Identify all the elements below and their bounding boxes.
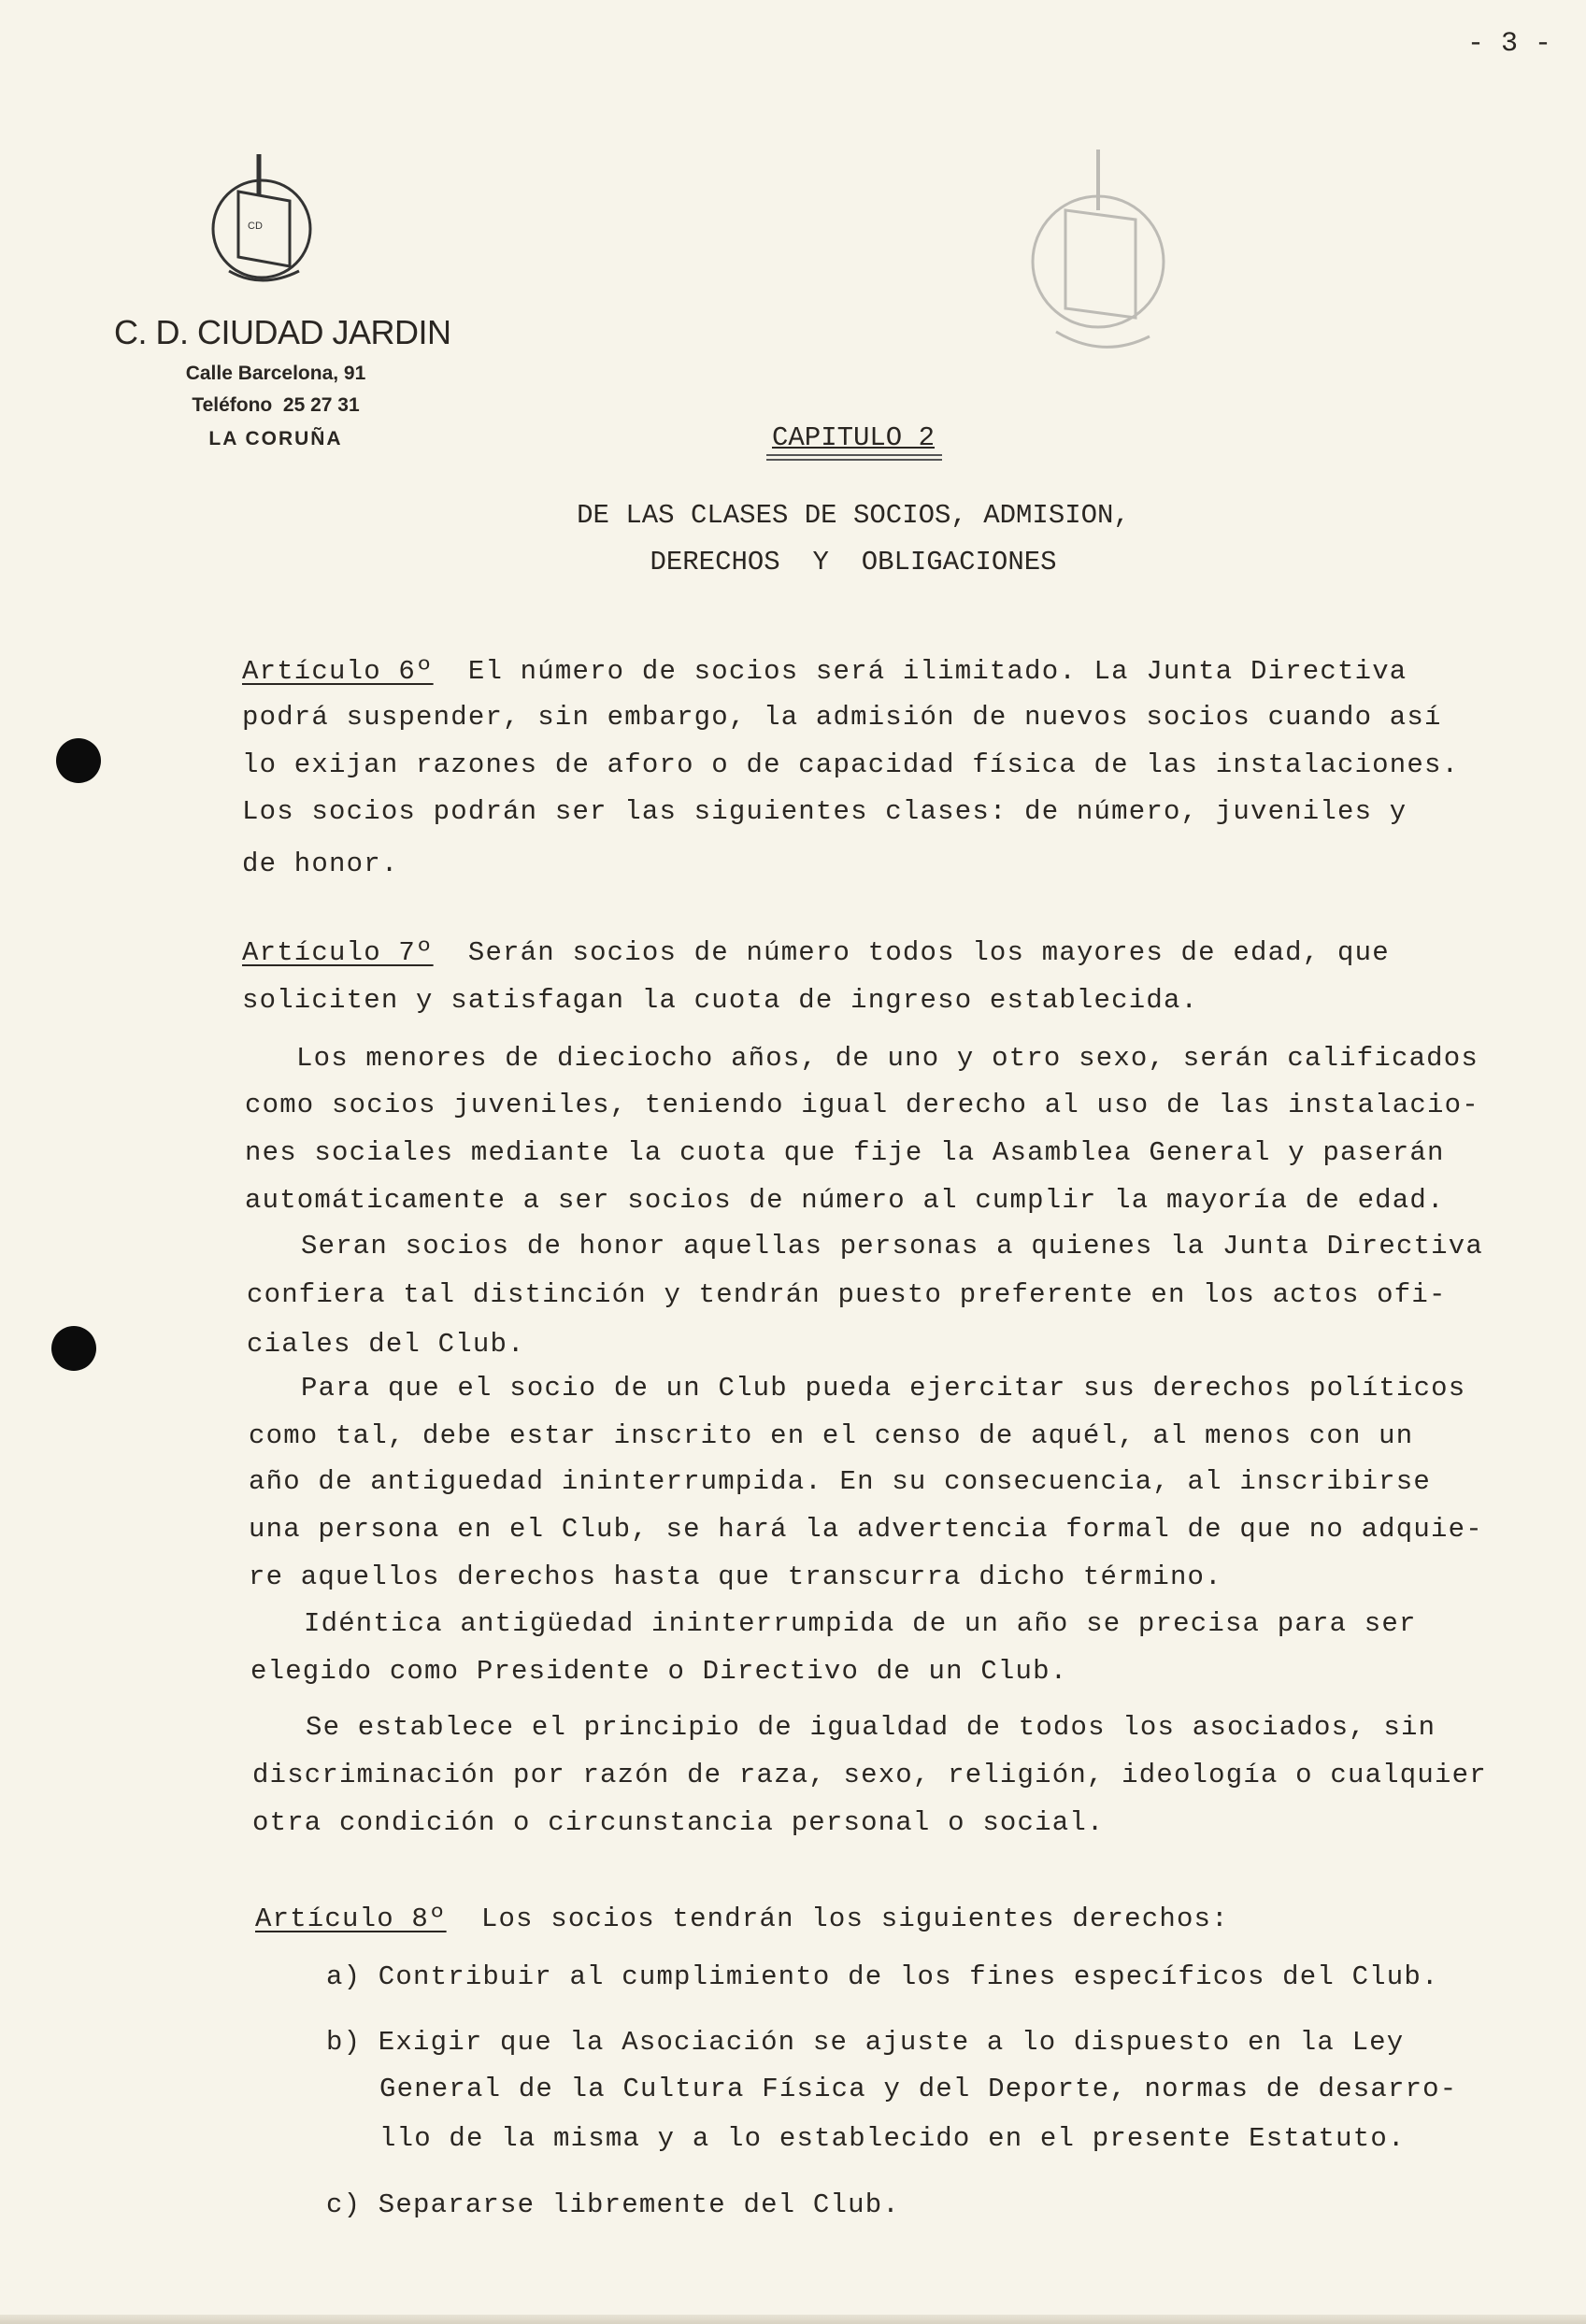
chapter-title-line-2: DERECHOS Y OBLIGACIONES — [650, 547, 1057, 577]
article-label: Artículo 6º — [242, 656, 434, 687]
club-phone: Teléfono 25 27 31 — [192, 394, 360, 416]
body-line — [249, 1466, 1431, 1497]
line-text: Para que el socio de un Club pueda ejercitar sus derechos políticos — [301, 1373, 1466, 1404]
line-text: podrá suspender, sin embargo, la admisión de nuevos socios cuando así — [242, 702, 1442, 733]
line-text: c) Separarse libremente del Club. — [326, 2189, 900, 2220]
line-text: soliciten y satisfagan la cuota de ingreso establecida. — [242, 985, 1199, 1016]
body-line — [249, 1561, 1222, 1592]
body-line — [247, 1329, 525, 1360]
line-text: como tal, debe estar inscrito en el censo de aquél, al menos con un — [249, 1420, 1414, 1451]
line-text: como socios juveniles, teniendo igual derecho al uso de las instalacio- — [245, 1090, 1479, 1120]
line-text: b) Exigir que la Asociación se ajuste a lo dispuesto en la Ley — [326, 2027, 1405, 2058]
body-line — [306, 1712, 1436, 1743]
line-text: ciales del Club. — [247, 1329, 525, 1360]
line-text: nes sociales mediante la cuota que fije la Asamblea General y paserán — [245, 1137, 1445, 1168]
body-line — [326, 2189, 900, 2220]
body-line — [242, 749, 1459, 780]
line-text: a) Contribuir al cumplimiento de los fines específicos del Club. — [326, 1961, 1439, 1992]
article-line — [255, 1903, 1229, 1934]
article-label: Artículo 8º — [255, 1903, 447, 1934]
body-line — [379, 2123, 1406, 2154]
club-logo — [201, 150, 327, 294]
line-text: otra condición o circunstancia personal o social. — [252, 1807, 1105, 1838]
svg-text:CD: CD — [248, 221, 263, 232]
line-text: llo de la misma y a lo establecido en el presente Estatuto. — [379, 2123, 1406, 2154]
page-number: - 3 - — [1467, 28, 1552, 60]
line-text: re aquellos derechos hasta que transcurra dicho término. — [249, 1561, 1222, 1592]
line-text: Los socios tendrán los siguientes derechos: — [446, 1903, 1229, 1934]
line-text: Los socios podrán ser las siguientes clases: de número, juveniles y — [242, 796, 1407, 827]
club-address: Calle Barcelona, 91 — [185, 363, 366, 384]
body-line — [249, 1420, 1413, 1451]
line-text: automáticamente a ser socios de número al cumplir la mayoría de edad. — [245, 1185, 1445, 1216]
line-text: Se establece el principio de igualdad de todos los asociados, sin — [306, 1712, 1436, 1743]
body-line — [296, 1043, 1479, 1074]
body-line — [242, 702, 1442, 733]
article-line — [242, 656, 1407, 687]
body-line — [245, 1137, 1445, 1168]
body-line — [249, 1514, 1483, 1545]
line-text: General de la Cultura Física y del Deporte, normas de desarro- — [379, 2074, 1458, 2104]
body-line — [242, 848, 398, 879]
club-name: C. D. CIUDAD JARDIN — [114, 313, 451, 351]
body-line — [252, 1807, 1105, 1838]
body-line — [326, 1961, 1439, 1992]
body-line — [245, 1090, 1479, 1120]
body-line — [250, 1656, 1067, 1687]
line-text: Serán socios de número todos los mayores de edad, que — [433, 937, 1390, 968]
body-line — [242, 796, 1407, 827]
article-label: Artículo 7º — [242, 937, 434, 968]
punch-hole — [51, 1326, 96, 1371]
chapter-heading: CAPITULO 2 — [771, 422, 936, 453]
body-line — [304, 1608, 1417, 1639]
club-stamp — [1019, 145, 1187, 364]
body-line — [326, 2027, 1404, 2058]
line-text: Seran socios de honor aquellas personas a quienes la Junta Directiva — [301, 1231, 1483, 1262]
line-text: El número de socios será ilimitado. La Junta Directiva — [433, 656, 1407, 687]
chapter-title-line-1: DE LAS CLASES DE SOCIOS, ADMISION, — [577, 500, 1130, 531]
line-text: de honor. — [242, 848, 399, 879]
body-line — [301, 1231, 1483, 1262]
line-text: discriminación por razón de raza, sexo, religión, ideología o cualquier — [252, 1760, 1487, 1790]
line-text: año de antiguedad ininterrumpida. En su consecuencia, al inscribirse — [249, 1466, 1431, 1497]
body-line — [252, 1760, 1487, 1790]
body-line — [247, 1279, 1447, 1310]
line-text: una persona en el Club, se hará la advertencia formal de que no adquie- — [249, 1514, 1483, 1545]
page-edge — [0, 2315, 1586, 2324]
article-line — [242, 937, 1390, 968]
line-text: elegido como Presidente o Directivo de un Club. — [250, 1656, 1068, 1687]
body-line — [242, 985, 1198, 1016]
line-text: Idéntica antigüedad ininterrumpida de un año se precisa para ser — [304, 1608, 1417, 1639]
punch-hole — [56, 738, 101, 783]
body-line — [245, 1185, 1445, 1216]
line-text: confiera tal distinción y tendrán puesto preferente en los actos ofi- — [247, 1279, 1447, 1310]
line-text: lo exijan razones de aforo o de capacidad física de las instalaciones. — [242, 749, 1460, 780]
body-line — [301, 1373, 1465, 1404]
double-underline — [766, 454, 942, 461]
line-text: Los menores de dieciocho años, de uno y otro sexo, serán calificados — [296, 1043, 1479, 1074]
body-line — [379, 2074, 1457, 2104]
club-city: LA CORUÑA — [208, 428, 343, 449]
